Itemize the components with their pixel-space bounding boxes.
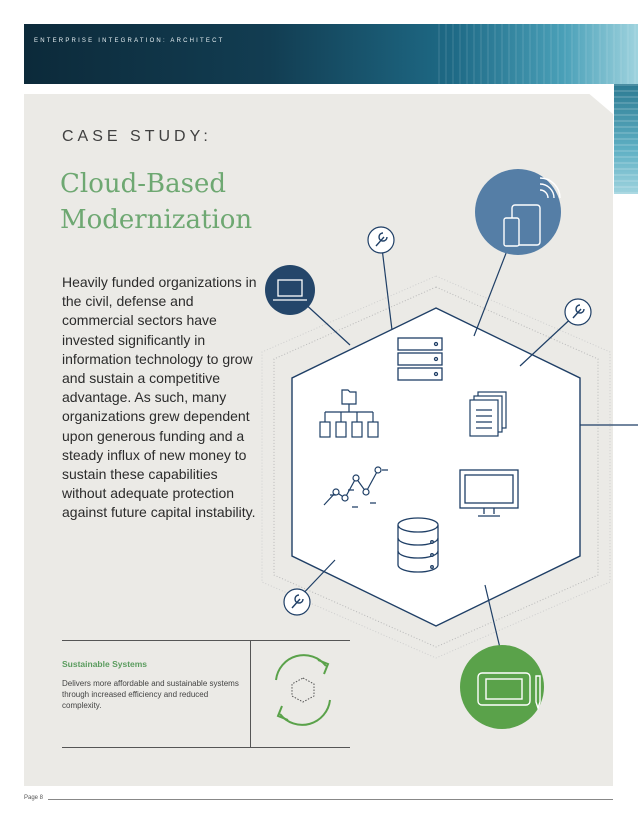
callout-text: Delivers more affordable and sustainable systems through increased efficiency and reduced complexity.	[62, 679, 239, 710]
case-study-eyebrow: CASE STUDY:	[62, 128, 212, 145]
main-hexagon	[292, 308, 580, 626]
banner-label: ENTERPRISE INTEGRATION: ARCHITECT	[34, 38, 225, 44]
wrench-node-right	[565, 299, 591, 325]
sustainable-systems-callout	[62, 640, 350, 748]
page-title	[60, 166, 300, 238]
case-study-body: Heavily funded organizations in the civil, defense and commercial sectors have invested significantly in information technology to grow and sustain a competitive advantage. As such, many organizations grew dependent upon generous funding and a steady influx of new money to sustain these capabilities without adequate protection against future capital instability.	[62, 274, 257, 521]
wrench-node-top	[368, 227, 394, 253]
title-line-1: Cloud-Based	[60, 169, 227, 199]
documents-icon	[470, 392, 506, 436]
callout-divider	[250, 641, 251, 747]
graphics-tablet-node	[460, 645, 544, 729]
callout-title: Sustainable Systems	[62, 659, 148, 669]
database-icon	[398, 518, 438, 572]
mobile-devices-node	[475, 169, 561, 255]
laptop-node	[265, 265, 315, 315]
footer-rule	[48, 799, 613, 800]
title-line-2: Modernization	[60, 205, 253, 235]
page-number: Page 8	[24, 795, 44, 801]
wrench-node-bottom	[284, 589, 310, 615]
